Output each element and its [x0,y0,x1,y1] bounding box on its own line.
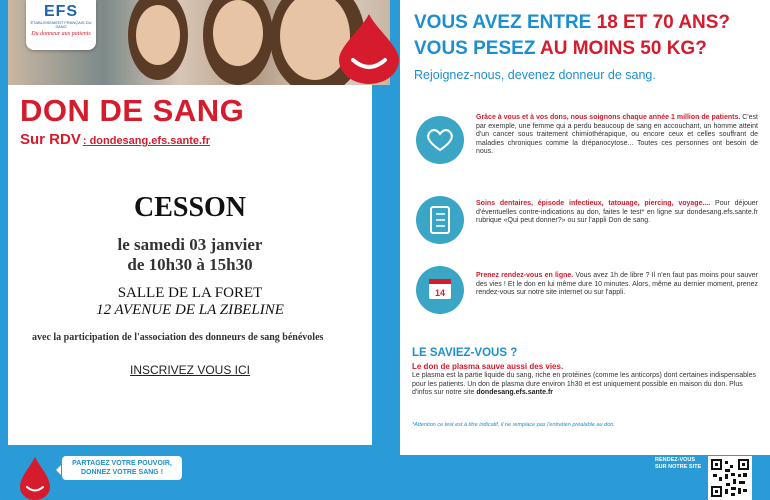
info-item-appointment-lead: Prenez rendez-vous en ligne. [476,272,574,279]
qr-code-icon [711,459,749,497]
footer-drop-icon [18,455,52,500]
join-tagline: Rejoignez-nous, devenez donneur de sang. [414,68,656,82]
calendar-icon [416,266,464,314]
photo-person-1-face [136,5,180,65]
info-item-patients-text: C'est par exemple, une femme qui a perdu beaucoup de sang en accouchant, un homme atteint d'un cancer sous traitement chimiothérapique, ou encore ceux et celles souffrant de maladies chroniques comme la drépanocytose... Toutes ces personnes ont besoin de nous. [476,114,758,156]
heart-hands-icon [416,116,464,164]
did-you-know-subtitle: Le don de plasma sauve aussi des vies. [412,362,564,371]
visit-site-label [655,457,701,470]
visit-line1: RENDEZ-VOUS [655,457,696,463]
photo-person-2-face [213,0,263,66]
share-bubble [62,456,182,480]
headline-age-prefix: VOUS AVEZ ENTRE [414,12,597,33]
efs-logo [26,0,96,50]
headline-age-range: 18 ET 70 ANS? [596,12,731,33]
info-panel [400,0,770,455]
info-item-test-lead: Soins dentaires, épisode infectieux, tatouage, piercing, voyage.... [476,200,711,207]
efs-logo-tagline: Du donneur aux patients [31,31,91,37]
info-item-test [476,200,758,226]
did-you-know-text [412,372,758,398]
info-item-appointment-text: Vous avez 1h de libre ? Il n'en faut pas moins pour sauver des vies ! Et le don en lui même dure 10 minutes. Alors, même au dernier moment, prenez rendez-vous sur notre site internet ou sur l'appli. [476,272,758,297]
rdv-line [20,131,210,148]
poster-title: DON DE SANG [20,93,245,128]
share-bubble-line2: DONNEZ VOTRE SANG ! [80,469,164,476]
info-item-patients [476,114,758,157]
did-you-know-title: LE SAVIEZ-VOUS ? [412,347,518,359]
event-city: CESSON [133,192,247,223]
headline-weight [414,38,707,60]
headline-weight-min: AU MOINS 50 KG? [540,38,707,59]
event-date: le samedi 03 janvier [117,235,263,254]
event-hours: de 10h30 à 15h30 [127,255,253,274]
calendar-day: 14 [434,288,446,298]
efs-logo-mark: EFS [43,3,79,20]
efs-logo-subtitle: ÉTABLISSEMENT FRANÇAIS DU SANG [30,20,92,29]
rdv-link[interactable]: : dondesang.efs.sante.fr [82,135,210,147]
visit-line2: SUR NOTRE SITE [655,463,702,470]
info-item-test-text: Pour déjouer d'éventuelles contre-indications au don, faites le test* en ligne sur dondesang.efs.sante.fr rubrique «Qui peut donner?» ou sur l'appli Don de sang. [476,200,759,225]
info-item-patients-lead: Grâce à vous et à vos dons, nous soignons chaque année 1 million de patients. [476,114,741,121]
did-you-know-body: Le plasma est la partie liquide du sang, riche en protéines (comme les anticorps) dont certaines indispensables pour les patients. Un don de plasma dure environ 1h30 et est uniquement possible en maison du don. Plus d'infos sur notre site [412,372,756,397]
event-panel [8,85,372,445]
event-address: 12 AVENUE DE LA ZIBELINE [96,302,284,318]
checklist-icon [416,196,464,244]
test-disclaimer: *Attention ce test est à titre indicatif, il ne remplace pas l'entretien préalable au don. [412,422,615,428]
blood-drop-icon [333,12,405,84]
event-venue: SALLE DE LA FORET [117,285,263,301]
headline-age [414,12,730,34]
info-item-appointment [476,272,758,298]
rdv-label: Sur RDV [20,131,81,148]
qr-code[interactable] [708,456,752,500]
headline-weight-prefix: VOUS PESEZ [414,38,540,59]
share-bubble-line1: PARTAGEZ VOTRE POUVOIR, [72,460,172,467]
did-you-know-link[interactable]: dondesang.efs.sante.fr [476,389,554,397]
association-note: avec la participation de l'association des donneurs de sang bénévoles [32,332,324,343]
signup-link[interactable]: INSCRIVEZ VOUS ICI [129,363,251,377]
